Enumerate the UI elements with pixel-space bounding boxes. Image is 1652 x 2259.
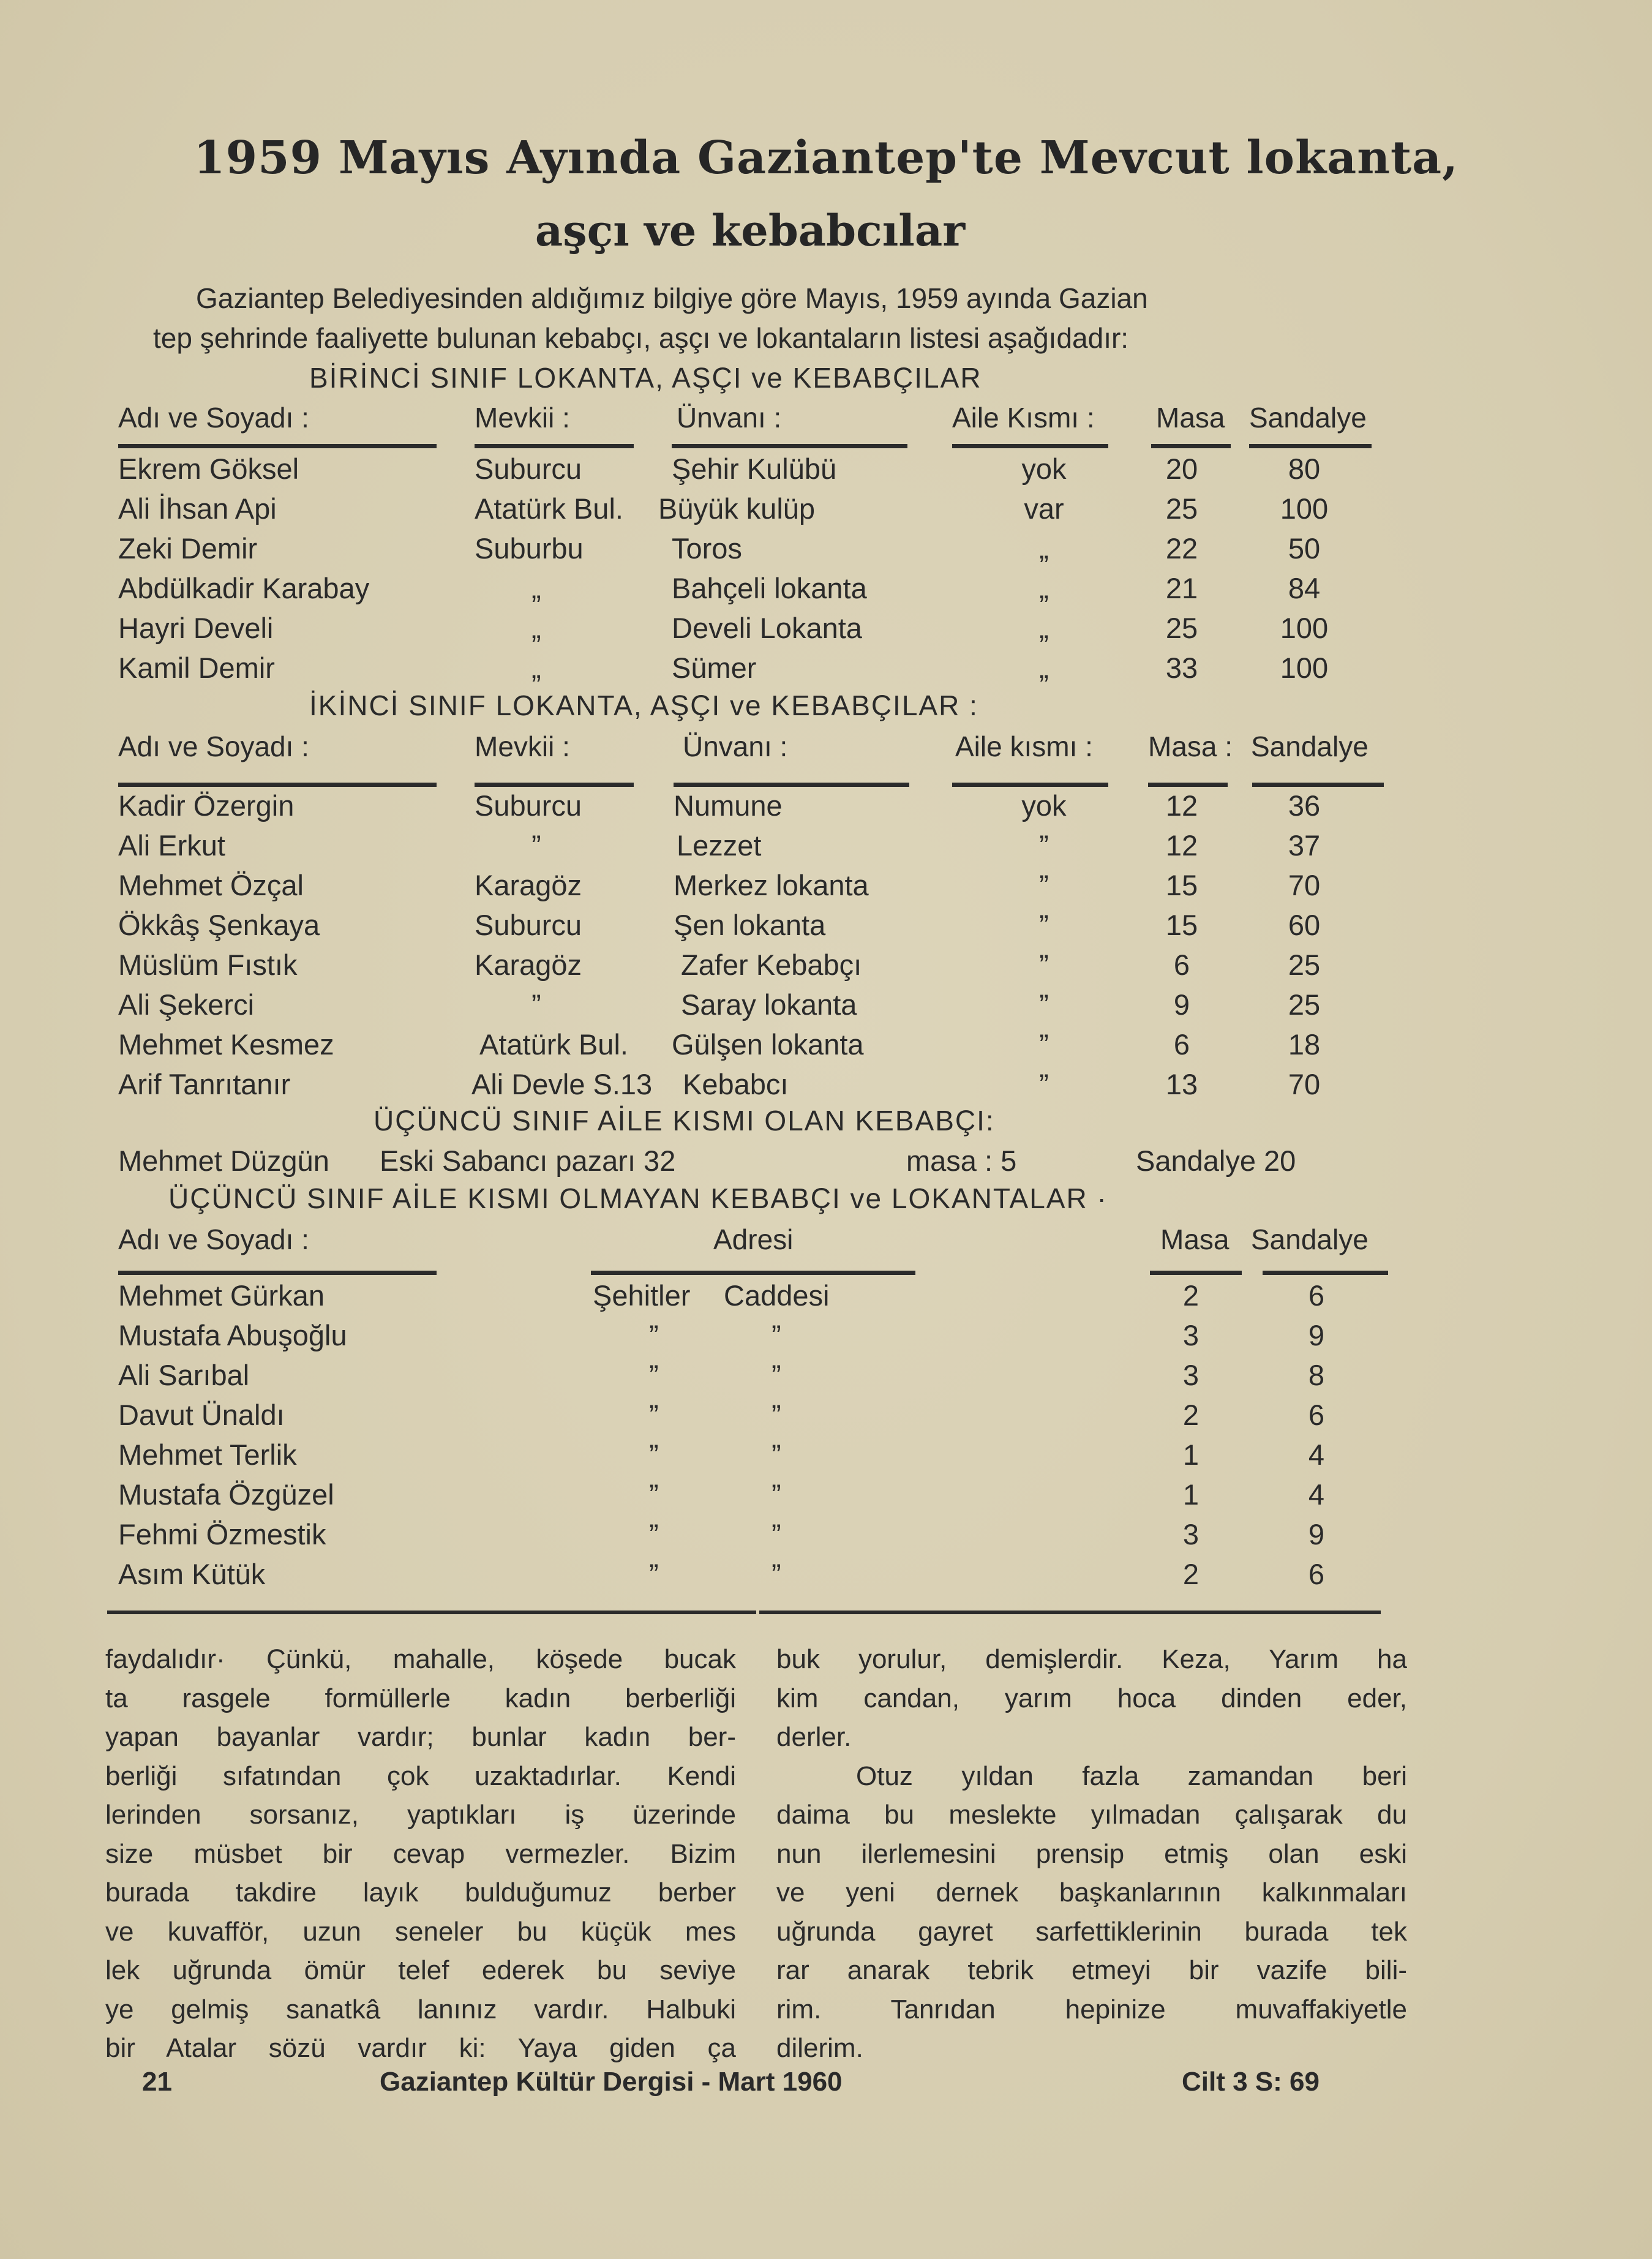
col-name-header: Adı ve Soyadı :	[118, 731, 309, 762]
section3-heading: ÜÇÜNCÜ SINIF AİLE KISMI OLAN KEBABÇI:	[374, 1105, 995, 1137]
cell-tables: 13	[1165, 1068, 1198, 1100]
cell-title: Gülşen lokanta	[672, 1028, 864, 1061]
cell-chairs: 100	[1280, 492, 1329, 525]
text-line: rar anarak tebrik etmeyi bir vazife bili-	[776, 1955, 1407, 1985]
cell-family: „	[1039, 652, 1049, 684]
cell-name: Mustafa Abuşoğlu	[118, 1319, 347, 1351]
text-line: ve yeni dernek başkanlarının kalkınmaları	[776, 1877, 1407, 1908]
cell-address-2: ”	[772, 1558, 781, 1590]
cell-family: ”	[1039, 988, 1049, 1021]
rule	[674, 783, 909, 787]
cell-family: yok	[1021, 453, 1067, 485]
text-line: ye gelmiş sanatkâ lanınız vardır. Halbuki	[105, 1994, 736, 2024]
cell-name: Mustafa Özgüzel	[118, 1478, 334, 1511]
col-location-header: Mevkii :	[475, 731, 570, 762]
cell-name: Mehmet Kesmez	[118, 1028, 334, 1061]
cell-family: „	[1039, 532, 1049, 565]
cell-family: ”	[1039, 829, 1049, 862]
cell-location: ”	[531, 829, 541, 862]
cell-tables: 6	[1173, 1028, 1190, 1061]
cell-tables: 12	[1165, 829, 1198, 862]
table-row	[0, 1028, 1652, 1067]
cell-title: Şehir Kulübü	[672, 453, 837, 485]
cell-name: Hayri Develi	[118, 612, 274, 644]
text-line: rim. Tanrıdan hepinize muvaffakiyetle	[776, 1994, 1407, 2024]
col-tables-header: Masa	[1156, 402, 1225, 434]
section1-heading: BİRİNCİ SINIF LOKANTA, AŞÇI ve KEBABÇILAR	[309, 362, 982, 394]
rule	[1263, 1271, 1388, 1275]
cell-name: Mehmet Gürkan	[118, 1279, 325, 1312]
table-row	[0, 868, 1652, 908]
text-line: nun ilerlemesini prensip etmiş olan eski	[776, 1838, 1407, 1869]
cell-tables: 15	[1165, 909, 1198, 941]
cell-name: Mehmet Özçal	[118, 869, 304, 901]
cell-address-1: ”	[649, 1478, 659, 1511]
cell-address-1: ”	[649, 1319, 659, 1351]
col-address-header: Adresi	[713, 1223, 794, 1255]
cell-tables: masa : 5	[906, 1145, 1017, 1177]
cell-title: Numune	[674, 789, 783, 822]
cell-tables: 12	[1165, 789, 1198, 822]
text-line: berliği sıfatından çok uzaktadırlar. Kendi	[105, 1761, 736, 1791]
table-row	[0, 948, 1652, 987]
cell-chairs: 6	[1308, 1399, 1325, 1431]
rule	[475, 783, 634, 787]
cell-location: Suburcu	[475, 789, 582, 822]
text-line: uğrunda gayret sarfettiklerinin burada tek	[776, 1916, 1407, 1947]
cell-title: Develi Lokanta	[672, 612, 862, 644]
cell-tables: 3	[1182, 1518, 1200, 1550]
cell-title: Bahçeli lokanta	[672, 572, 867, 604]
table-row	[0, 1438, 1652, 1477]
cell-address: Eski Sabancı pazarı 32	[380, 1145, 676, 1177]
cell-name: Fehmi Özmestik	[118, 1518, 326, 1550]
cell-family: ”	[1039, 949, 1049, 981]
table-row	[0, 1398, 1652, 1437]
col-title-header: Ünvanı :	[683, 731, 788, 762]
cell-address-1: ”	[649, 1359, 659, 1391]
rule	[1148, 783, 1228, 787]
cell-tables: 3	[1182, 1319, 1200, 1351]
section4-header	[0, 1223, 1652, 1262]
text-line: lek uğrunda ömür telef ederek bu seviye	[105, 1955, 736, 1985]
cell-name: Kamil Demir	[118, 652, 275, 684]
cell-title: Lezzet	[677, 829, 762, 862]
cell-location: Karagöz	[475, 949, 582, 981]
col-tables-header: Masa :	[1148, 731, 1233, 762]
cell-chairs: 36	[1288, 789, 1321, 822]
text-line: daima bu meslekte yılmadan çalışarak du	[776, 1800, 1407, 1830]
separator-left	[107, 1611, 756, 1614]
cell-family: yok	[1021, 789, 1067, 822]
rule	[1150, 1271, 1242, 1275]
cell-family: „	[1039, 612, 1049, 644]
text-line: kim candan, yarım hoca dinden eder,	[776, 1683, 1407, 1713]
rule	[591, 1271, 915, 1275]
cell-tables: 9	[1173, 988, 1190, 1021]
cell-tables: 3	[1182, 1359, 1200, 1391]
text-line: Otuz yıldan fazla zamandan beri	[856, 1761, 1407, 1791]
cell-name: Mehmet Terlik	[118, 1438, 297, 1471]
cell-chairs: 70	[1288, 1068, 1321, 1100]
cell-name: Ekrem Göksel	[118, 453, 299, 485]
cell-name: Kadir Özergin	[118, 789, 295, 822]
cell-title: Merkez lokanta	[674, 869, 869, 901]
cell-tables: 25	[1165, 612, 1198, 644]
cell-family: „	[1039, 572, 1049, 604]
cell-chairs: 8	[1308, 1359, 1325, 1391]
cell-location: Suburbu	[475, 532, 584, 565]
cell-tables: 2	[1182, 1399, 1200, 1431]
text-line: buk yorulur, demişlerdir. Keza, Yarım ha	[776, 1644, 1407, 1674]
table-row	[0, 908, 1652, 947]
cell-title: Zafer Kebabçı	[681, 949, 862, 981]
cell-title: Saray lokanta	[681, 988, 857, 1021]
col-chairs-header: Sandalye	[1251, 1223, 1369, 1255]
cell-chairs: 50	[1288, 532, 1321, 565]
right-column-text	[776, 1640, 1407, 2068]
cell-address-2: ”	[772, 1518, 781, 1550]
rule	[1249, 444, 1372, 448]
text-line: lerinden sorsanız, yaptıkları iş üzerinde	[105, 1800, 736, 1830]
separator-right	[759, 1611, 1381, 1614]
cell-tables: 1	[1182, 1478, 1200, 1511]
cell-location: „	[531, 612, 541, 644]
cell-name: Mehmet Düzgün	[118, 1145, 329, 1177]
table-row	[0, 532, 1652, 571]
text-line: size müsbet bir cevap vermezler. Bizim	[105, 1838, 736, 1869]
table-row	[0, 789, 1652, 828]
text-line: ve kuvafför, uzun seneler bu küçük mes	[105, 1916, 736, 1947]
footer-page-number: 21	[142, 2067, 172, 2097]
table-row	[0, 452, 1652, 491]
cell-name: Zeki Demir	[118, 532, 258, 565]
text-line: bir Atalar sözü vardır ki: Yaya giden ça	[105, 2033, 736, 2063]
cell-chairs: 4	[1308, 1438, 1325, 1471]
table-row	[0, 651, 1652, 690]
cell-name: Ali İhsan Api	[118, 492, 277, 525]
cell-tables: 6	[1173, 949, 1190, 981]
table-row	[0, 571, 1652, 611]
cell-title: Büyük kulüp	[658, 492, 816, 525]
cell-address-1: ”	[649, 1438, 659, 1471]
cell-chairs: 60	[1288, 909, 1321, 941]
text-line: ta rasgele formüllerle kadın berberliği	[105, 1683, 736, 1713]
cell-location: „	[531, 652, 541, 684]
text-line: yapan bayanlar vardır; bunlar kadın ber-	[105, 1722, 736, 1752]
cell-location: Atatürk Bul.	[475, 492, 623, 525]
text-line: faydalıdır· Çünkü, mahalle, köşede bucak	[105, 1644, 736, 1674]
cell-chairs: 100	[1280, 612, 1329, 644]
cell-chairs: 80	[1288, 453, 1321, 485]
cell-chairs: 9	[1308, 1319, 1325, 1351]
cell-tables: 2	[1182, 1279, 1200, 1312]
cell-tables: 21	[1165, 572, 1198, 604]
col-name-header: Adı ve Soyadı :	[118, 402, 309, 434]
table-row	[0, 1358, 1652, 1397]
cell-chairs: 100	[1280, 652, 1329, 684]
rule	[952, 444, 1108, 448]
cell-tables: 15	[1165, 869, 1198, 901]
cell-name: Arif Tanrıtanır	[118, 1068, 291, 1100]
table-row	[0, 492, 1652, 531]
cell-chairs: 4	[1308, 1478, 1325, 1511]
cell-name: Asım Kütük	[118, 1558, 266, 1590]
cell-title: Şen lokanta	[674, 909, 826, 941]
rule	[118, 783, 437, 787]
cell-address-1: ”	[649, 1558, 659, 1590]
page-title: 1959 Mayıs Ayında Gaziantep'te Mevcut lokanta,	[193, 132, 1459, 184]
cell-tables: 33	[1165, 652, 1198, 684]
footer-volume: Cilt 3 S: 69	[1182, 2067, 1320, 2097]
rule	[1252, 783, 1384, 787]
cell-tables: 20	[1165, 453, 1198, 485]
cell-title: Sümer	[672, 652, 757, 684]
col-tables-header: Masa	[1160, 1223, 1230, 1255]
text-line: derler.	[776, 1722, 852, 1752]
table-row	[0, 611, 1652, 650]
col-family-header: Aile Kısmı :	[952, 402, 1095, 434]
intro-line-1: Gaziantep Belediyesinden aldığımız bilgiye göre Mayıs, 1959 ayında Gazian	[196, 282, 1148, 314]
table-row	[0, 1517, 1652, 1557]
cell-location: Ali Devle S.13	[471, 1068, 653, 1100]
rule	[672, 444, 907, 448]
cell-name: Ali Şekerci	[118, 988, 255, 1021]
cell-name: Ökkâş Şenkaya	[118, 909, 320, 941]
cell-location: ”	[531, 988, 541, 1021]
col-name-header: Adı ve Soyadı :	[118, 1223, 309, 1255]
cell-chairs: 9	[1308, 1518, 1325, 1550]
rule	[952, 783, 1108, 787]
rule	[475, 444, 634, 448]
section3-line	[0, 1144, 1652, 1183]
col-family-header: Aile kısmı :	[955, 731, 1093, 762]
cell-chairs: 6	[1308, 1279, 1325, 1312]
section2-header	[0, 730, 1652, 769]
cell-family: ”	[1039, 1028, 1049, 1061]
cell-name: Ali Sarıbal	[118, 1359, 250, 1391]
cell-family: ”	[1039, 909, 1049, 941]
cell-family: ”	[1039, 869, 1049, 901]
cell-tables: 2	[1182, 1558, 1200, 1590]
cell-address-1: Şehitler	[593, 1279, 691, 1312]
cell-address-2: ”	[772, 1478, 781, 1511]
cell-tables: 22	[1165, 532, 1198, 565]
cell-family: var	[1024, 492, 1064, 525]
cell-chairs: 70	[1288, 869, 1321, 901]
cell-chairs: 25	[1288, 949, 1321, 981]
cell-name: Müslüm Fıstık	[118, 949, 298, 981]
cell-name: Ali Erkut	[118, 829, 225, 862]
text-line: dilerim.	[776, 2033, 863, 2063]
table-row	[0, 1279, 1652, 1318]
col-title-header: Ünvanı :	[677, 402, 782, 434]
cell-tables: 1	[1182, 1438, 1200, 1471]
cell-address-1: ”	[649, 1399, 659, 1431]
cell-location: Karagöz	[475, 869, 582, 901]
table-row	[0, 1318, 1652, 1358]
cell-location: Suburcu	[475, 909, 582, 941]
intro-line-2: tep şehrinde faaliyette bulunan kebabçı, aşçı ve lokantaların listesi aşağıdadır:	[153, 322, 1129, 354]
cell-name: Davut Ünaldı	[118, 1399, 285, 1431]
cell-chairs: 6	[1308, 1558, 1325, 1590]
cell-address-2: ”	[772, 1359, 781, 1391]
table-row	[0, 1557, 1652, 1596]
rule	[118, 1271, 437, 1275]
cell-title: Kebabcı	[683, 1068, 789, 1100]
cell-chairs: 25	[1288, 988, 1321, 1021]
cell-tables: 25	[1165, 492, 1198, 525]
table-row	[0, 988, 1652, 1027]
cell-family: ”	[1039, 1068, 1049, 1100]
col-chairs-header: Sandalye	[1249, 402, 1367, 434]
section2-heading: İKİNCİ SINIF LOKANTA, AŞÇI ve KEBABÇILAR :	[309, 690, 978, 721]
cell-chairs: 37	[1288, 829, 1321, 862]
footer-journal: Gaziantep Kültür Dergisi - Mart 1960	[380, 2067, 843, 2097]
col-location-header: Mevkii :	[475, 402, 570, 434]
cell-address-2: Caddesi	[724, 1279, 830, 1312]
section1-header	[0, 401, 1652, 440]
cell-location: Atatürk Bul.	[479, 1028, 628, 1061]
cell-address-2: ”	[772, 1319, 781, 1351]
col-chairs-header: Sandalye	[1251, 731, 1369, 762]
text-line: burada takdire layık bulduğumuz berber	[105, 1877, 736, 1908]
cell-name: Abdülkadir Karabay	[118, 572, 370, 604]
cell-title: Toros	[672, 532, 742, 565]
cell-location: „	[531, 572, 541, 604]
table-row	[0, 829, 1652, 868]
page-subtitle: aşçı ve kebabcılar	[535, 205, 966, 256]
cell-address-1: ”	[649, 1518, 659, 1550]
table-row	[0, 1478, 1652, 1517]
cell-chairs: 84	[1288, 572, 1321, 604]
rule	[118, 444, 437, 448]
cell-chairs: 18	[1288, 1028, 1321, 1061]
cell-chairs: Sandalye 20	[1136, 1145, 1296, 1177]
table-row	[0, 1067, 1652, 1107]
cell-address-2: ”	[772, 1399, 781, 1431]
rule	[1151, 444, 1231, 448]
section4-heading: ÜÇÜNCÜ SINIF AİLE KISMI OLMAYAN KEBABÇI ve LOKANTALAR ·	[168, 1182, 1108, 1214]
cell-address-2: ”	[772, 1438, 781, 1471]
left-column-text	[105, 1640, 736, 2068]
cell-location: Suburcu	[475, 453, 582, 485]
